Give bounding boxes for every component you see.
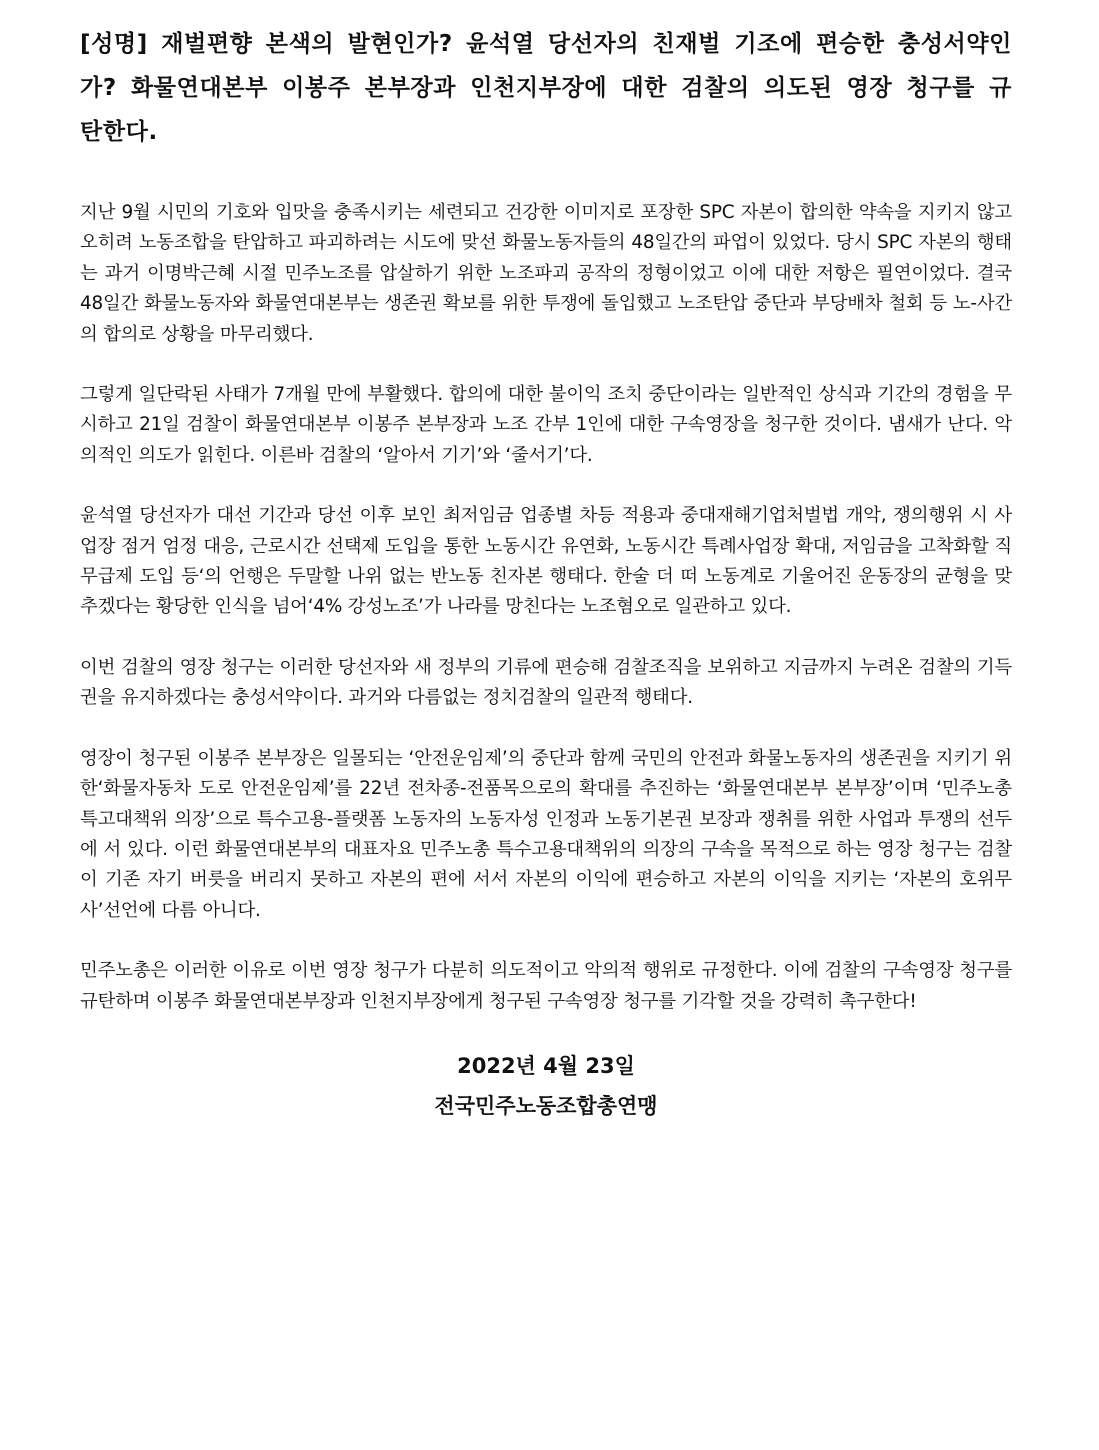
paragraph-4: 이번 검찰의 영장 청구는 이러한 당선자와 새 정부의 기류에 편승해 검찰조직을 보위하고 지금까지 누려온 검찰의 기득권을 유지하겠다는 충성서약이다. 과거와 다름없는 정치검찰의 일관적 행태다.: [80, 656, 1012, 709]
paragraph-2: 그렇게 일단락된 사태가 7개월 만에 부활했다. 합의에 대한 불이익 조치 중단이라는 일반적인 상식과 기간의 경험을 무시하고 21일 검찰이 화물연대본부 이봉주 본부장과 노조 간부 1인에 대한 구속영장을 청구한 것이다. 냄새가 난다. 악의적인 의도가 읽힌다. 이른바 검찰의 ‘알아서 기기’와 ‘줄서기’다.: [80, 384, 1012, 466]
statement-title: [성명] 재벌편향 본색의 발현인가? 윤석열 당선자의 친재벌 기조에 편승한 충성서약인가? 화물연대본부 이봉주 본부장과 인천지부장에 대한 검찰의 의도된 영장 청구를 규탄한다.: [80, 31, 1012, 145]
issuing-organization: 전국민주노동조합총연맹: [434, 1093, 658, 1118]
statement-date: 2022년 4월 23일: [457, 1053, 635, 1078]
statement-footer: [80, 1049, 1012, 1123]
paragraph-5: 영장이 청구된 이봉주 본부장은 일몰되는 ‘안전운임제’의 중단과 함께 국민의 안전과 화물노동자의 생존권을 지키기 위한‘화물자동차 도로 안전운임제’를 22년 전차종-전품목으로의 확대를 추진하는 ‘화물연대본부 본부장’이며 ‘민주노총 특고대책위 의장’으로 특수고용-플랫폼 노동자의 노동자성 인정과 노동기본권 보장과 쟁취를 위한 사업과 투쟁의 선두에 서 있다. 이런 화물연대본부의 대표자요 민주노총 특수고용대책위의 의장의 구속을 목적으로 하는 영장 청구는 검찰이 기존 자기 버릇을 버리지 못하고 자본의 편에 서서 자본의 이익에 편승하고 자본의 이익을 지키는 ‘자본의 호위무사’선언에 다름 아니다.: [80, 747, 1012, 921]
paragraph-6: 민주노총은 이러한 이유로 이번 영장 청구가 다분히 의도적이고 악의적 행위로 규정한다. 이에 검찰의 구속영장 청구를 규탄하며 이봉주 화물연대본부장과 인천지부장에게 청구된 구속영장 청구를 기각할 것을 강력히 촉구한다!: [80, 960, 1012, 1012]
statement-body: [80, 198, 1012, 1017]
paragraph-1: 지난 9월 시민의 기호와 입맛을 충족시키는 세련되고 건강한 이미지로 포장한 SPC 자본이 합의한 약속을 지키지 않고 오히려 노동조합을 탄압하고 파괴하려는 시도에 맞선 화물노동자들의 48일간의 파업이 있었다. 당시 SPC 자본의 행태는 과거 이명박근혜 시절 민주노조를 압살하기 위한 노조파괴 공작의 정형이었고 이에 대한 저항은 필연이었다. 결국 48일간 화물노동자와 화물연대본부는 생존권 확보를 위한 투쟁에 돌입했고 노조탄압 중단과 부당배차 철회 등 노-사간의 합의로 상황을 마무리했다.: [80, 202, 1012, 345]
paragraph-3: 윤석열 당선자가 대선 기간과 당선 이후 보인 최저임금 업종별 차등 적용과 중대재해기업처벌법 개악, 쟁의행위 시 사업장 점거 엄정 대응, 근로시간 선택제 도입을 통한 노동시간 유연화, 노동시간 특례사업장 확대, 저임금을 고착화할 직무급제 도입 등‘의 언행은 두말할 나위 없는 반노동 친자본 행태다. 한술 더 떠 노동계로 기울어진 운동장의 균형을 맞추겠다는 황당한 인식을 넘어‘4% 강성노조’가 나라를 망친다는 노조혐오로 일관하고 있다.: [80, 505, 1012, 618]
statement-page: [80, 22, 1012, 1123]
